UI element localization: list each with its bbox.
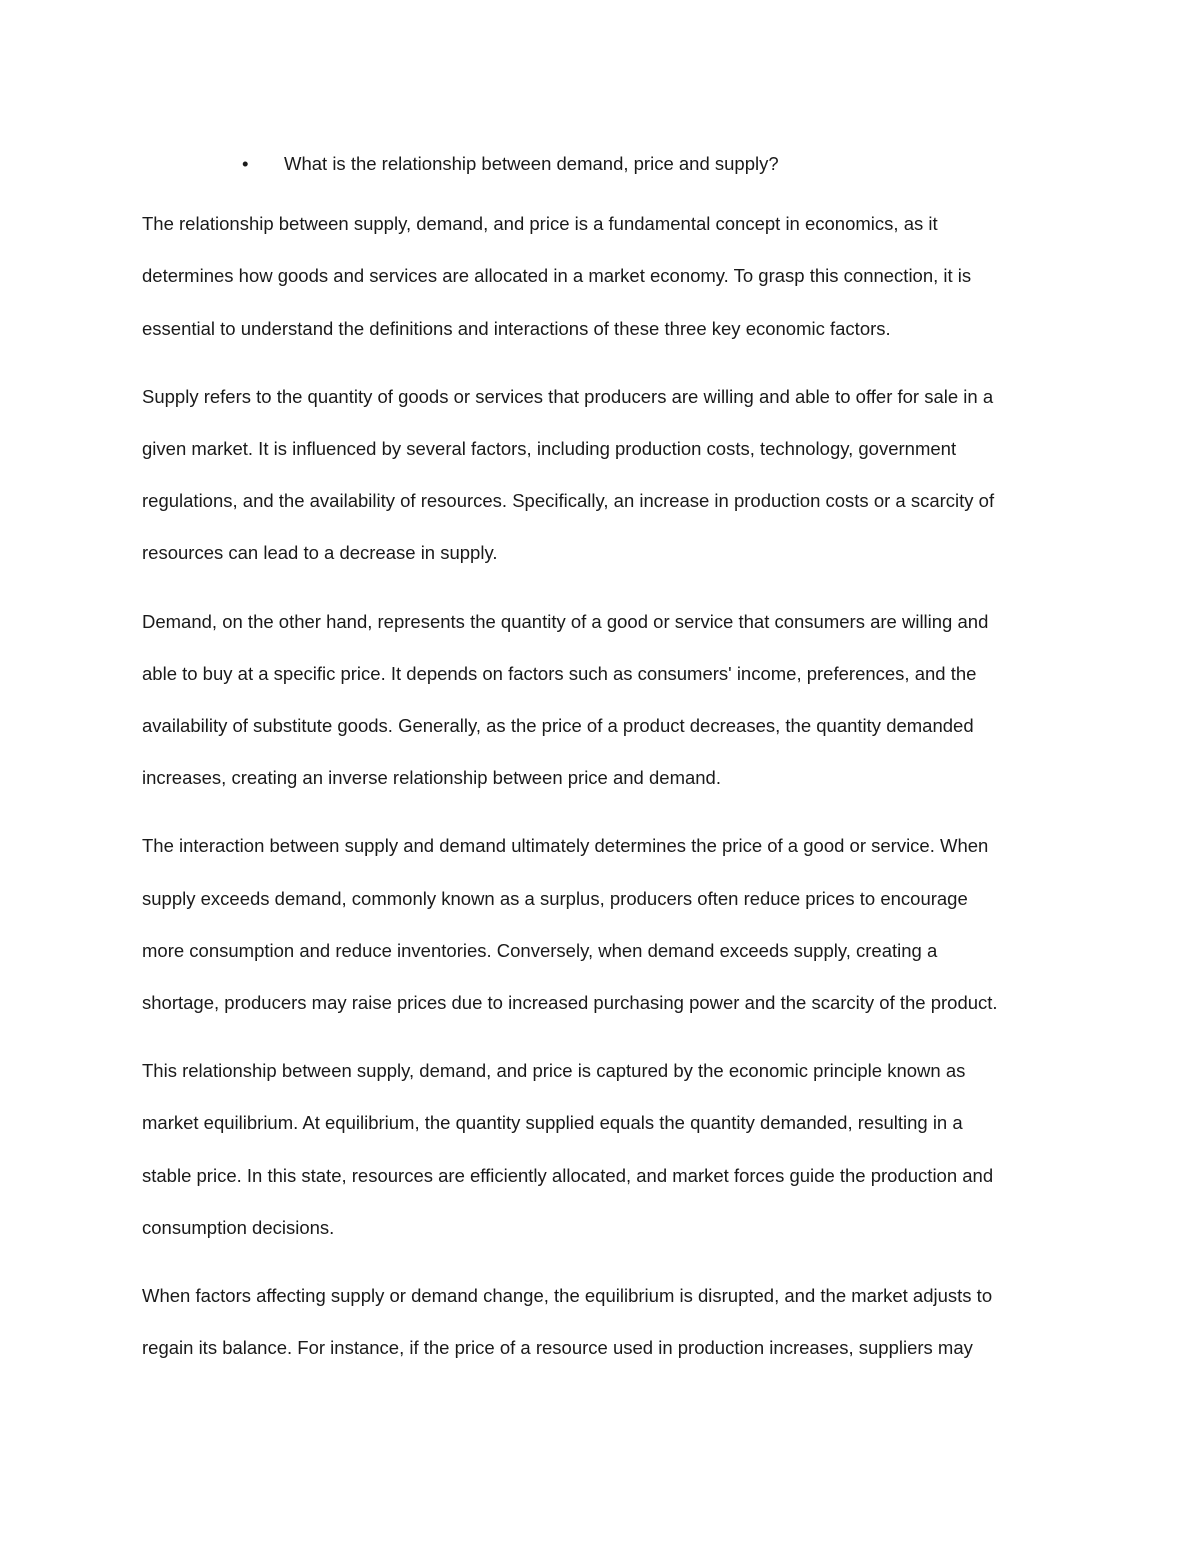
paragraph-line: essential to understand the definitions and interactions of these three key economic factors. bbox=[142, 317, 891, 339]
paragraph-line: The interaction between supply and demand ultimately determines the price of a good or service. When bbox=[142, 835, 989, 857]
paragraph-line: able to buy at a specific price. It depends on factors such as consumers' income, preferences, and the bbox=[142, 662, 977, 684]
paragraph-line: When factors affecting supply or demand change, the equilibrium is disrupted, and the market adjusts to bbox=[142, 1285, 993, 1307]
paragraph-line: Demand, on the other hand, represents the quantity of a good or service that consumers are willing and bbox=[142, 610, 989, 632]
paragraph-line: regain its balance. For instance, if the price of a resource used in production increases, suppliers may bbox=[142, 1337, 973, 1359]
paragraph-line: The relationship between supply, demand, and price is a fundamental concept in economics, as it bbox=[142, 213, 938, 235]
paragraph-line: Supply refers to the quantity of goods or services that producers are willing and able to offer for sale in a bbox=[142, 385, 994, 407]
paragraph-line: availability of substitute goods. Generally, as the price of a product decreases, the quantity demanded bbox=[142, 715, 974, 737]
paragraph-equilibrium bbox=[142, 1045, 1062, 1254]
paragraph-supply bbox=[142, 371, 1062, 580]
paragraph-disruption bbox=[142, 1270, 1062, 1374]
paragraph-line: regulations, and the availability of resources. Specifically, an increase in production costs or a scarcity of bbox=[142, 490, 995, 512]
question-bullet-item bbox=[142, 138, 1062, 190]
bullet-icon: • bbox=[242, 153, 249, 174]
paragraph-line: given market. It is influenced by several factors, including production costs, technology, government bbox=[142, 438, 957, 460]
paragraph-line: supply exceeds demand, commonly known as a surplus, producers often reduce prices to encourage bbox=[142, 887, 968, 909]
paragraph-line: more consumption and reduce inventories. Conversely, when demand exceeds supply, creating a bbox=[142, 939, 938, 961]
document-body bbox=[142, 138, 1062, 1390]
paragraph-line: stable price. In this state, resources are efficiently allocated, and market forces guide the production and bbox=[142, 1164, 994, 1186]
paragraph-line: determines how goods and services are allocated in a market economy. To grasp this connection, it is bbox=[142, 265, 972, 287]
paragraph-interaction bbox=[142, 820, 1062, 1029]
paragraph-line: shortage, producers may raise prices due to increased purchasing power and the scarcity of the product. bbox=[142, 992, 998, 1014]
paragraph-line: This relationship between supply, demand, and price is captured by the economic principle known as bbox=[142, 1060, 966, 1082]
paragraph-line: resources can lead to a decrease in supply. bbox=[142, 542, 498, 564]
paragraph-demand bbox=[142, 596, 1062, 805]
paragraph-line: increases, creating an inverse relationship between price and demand. bbox=[142, 767, 721, 789]
question-text: What is the relationship between demand, price and supply? bbox=[284, 153, 779, 174]
paragraph-intro bbox=[142, 198, 1062, 355]
paragraph-line: consumption decisions. bbox=[142, 1216, 335, 1238]
paragraph-line: market equilibrium. At equilibrium, the quantity supplied equals the quantity demanded, resulting in a bbox=[142, 1112, 963, 1134]
